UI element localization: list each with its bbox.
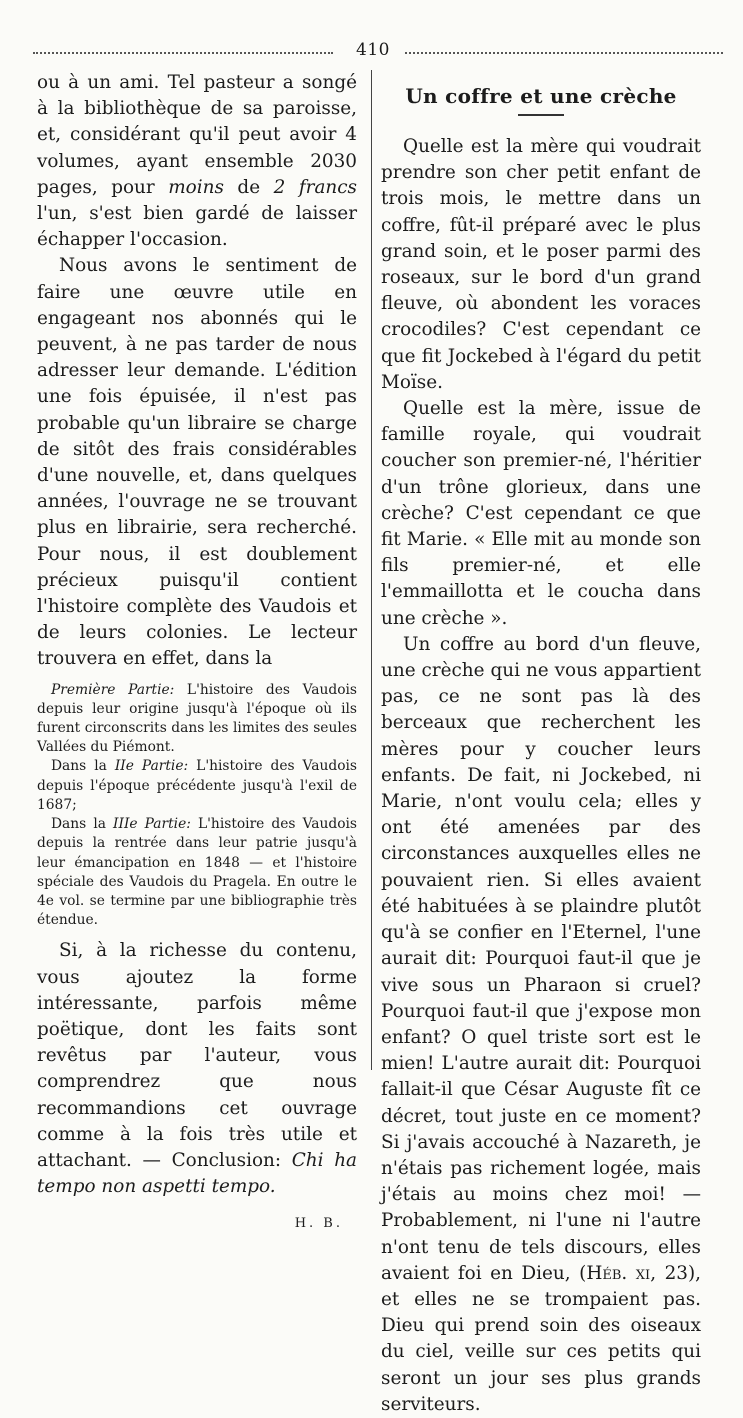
note-prefix: Dans la [51, 758, 115, 775]
left-closing [37, 938, 357, 1200]
title-rule [518, 114, 564, 116]
signature: H. B. [294, 1216, 343, 1232]
volume-notes [37, 681, 357, 931]
paragraph-text: l'un, s'est bien gardé de laisser échapper l'occasion. [37, 203, 357, 251]
note-label: Première Partie: [51, 681, 175, 698]
article-title: Un coffre et une crèche [405, 84, 677, 108]
paragraph [37, 70, 357, 253]
paragraph-text: Un coffre au bord d'un fleuve, une crèche qui ne vous appartient pas, ce ne sont pas là des berceaux que recherchent les mères pour y coucher leurs enfants. De fait, ni Jockebed, ni Marie, n'ont voulu cela; elles y ont été amenées par des circonstances auxquelles elles ne pouvaient rien. Si elles avaient été habituées à se plaindre plutôt qu'à se confier en l'Eternel, l'une aurait dit: Pourquoi faut-il que je vive sous un Pharaon si cruel? Pourquoi faut-il que j'expose mon enfant? O quel triste sort est le mien! L'autre aurait dit: Pourquoi fallait-il que César Auguste fît ce décret, tout juste en ce moment? Si j'avais accouché à Nazareth, je n'étais pas richement logée, mais j'étais au moins chez moi! — Probablement, ni l'une ni l'autre n'ont tenu de tels discours, elles avaient foi en Dieu, ( [381, 633, 701, 1284]
left-column [37, 70, 357, 1231]
column-divider [371, 70, 372, 1070]
header-rule-left [33, 52, 333, 54]
emphasis: 2 francs [273, 176, 357, 198]
paragraph: Nous avons le sentiment de faire une œuvre utile en engageant nos abonnés qui le peuvent, à ne pas tarder de nous adresser leur demande. L'édition une fois épuisée, il n'est pas probable qu'un libraire se charge de sitôt des frais considérables d'une nouvelle, et, dans quelques années, l'ouvrage ne se trouvant plus en librairie, sera recherché. Pour nous, il est doublement précieux puisqu'il contient l'histoire complète des Vaudois et de leurs colonies. Le lecteur trouvera en effet, dans la [37, 255, 357, 670]
note-text: L'histoire des Vaudois depuis leur origine jusqu'à l'époque où ils furent circonscrits dans les limites des seules Vallées du Piémont. [37, 681, 358, 756]
scripture-reference: Héb. xi [586, 1262, 651, 1284]
paragraph-text: Si, à la richesse du contenu, vous ajoutez la forme intéressante, parfois même poëtique, dont les faits sont revêtus par l'auteur, vous comprendrez que nous recommandions cet ouvrage comme à la fois très utile et attachant. — Conclusion: [37, 940, 357, 1171]
page-header [33, 40, 723, 64]
note-text: L'histoire des Vaudois depuis l'époque précédente jusqu'à l'exil de 1687; [37, 758, 357, 813]
emphasis: Chi ha tempo non aspetti tempo. [37, 1149, 358, 1198]
right-column [381, 70, 701, 1418]
note-label: IIe Partie: [114, 758, 189, 775]
note-item [37, 757, 357, 815]
header-rule-right [405, 52, 723, 54]
right-body [381, 134, 701, 1418]
paragraph [37, 938, 357, 1200]
paragraph: Quelle est la mère qui voudrait prendre son cher petit enfant de trois mois, le mettre dans un coffre, fût-il préparé avec le plus grand soin, et le poser parmi des roseaux, sur le bord d'un grand fleuve, où abondent les voraces crocodiles? C'est cependant ce que fit Jockebed à l'égard du petit Moïse. [381, 136, 701, 393]
page-number: 410 [356, 40, 390, 60]
paragraph [381, 632, 701, 1418]
paragraph-text: ou à un ami. Tel pasteur a songé à la bibliothèque de sa paroisse, et, considérant qu'il peut avoir 4 volumes, ayant ensemble 2030 pages, pour [37, 72, 357, 198]
emphasis: moins [168, 176, 224, 198]
paragraph-text: , 23), et elles ne se trompaient pas. Dieu qui prend soin des oiseaux du ciel, veille sur ces petits qui seront un jour ses plus grands serviteurs. [381, 1262, 701, 1415]
note-label: IIIe Partie: [113, 816, 191, 833]
note-item [37, 681, 357, 758]
paragraph-text: de [223, 176, 274, 198]
note-text: L'histoire des Vaudois depuis la rentrée dans leur patrie jusqu'à leur émancipation en 1848 — et l'histoire spéciale des Vaudois du Pragela. En outre le 4e vol. se termine par une bibliographie très étendue. [37, 816, 358, 929]
note-prefix: Dans la [51, 816, 114, 833]
paragraph: Quelle est la mère, issue de famille royale, qui voudrait coucher son premier-né, l'héritier d'un trône glorieux, dans une crèche? C'est cependant ce que fit Marie. « Elle mit au monde son fils premier-né, et elle l'emmaillotta et le coucha dans une crèche ». [381, 398, 701, 629]
note-item [37, 815, 357, 930]
left-body [37, 70, 357, 673]
